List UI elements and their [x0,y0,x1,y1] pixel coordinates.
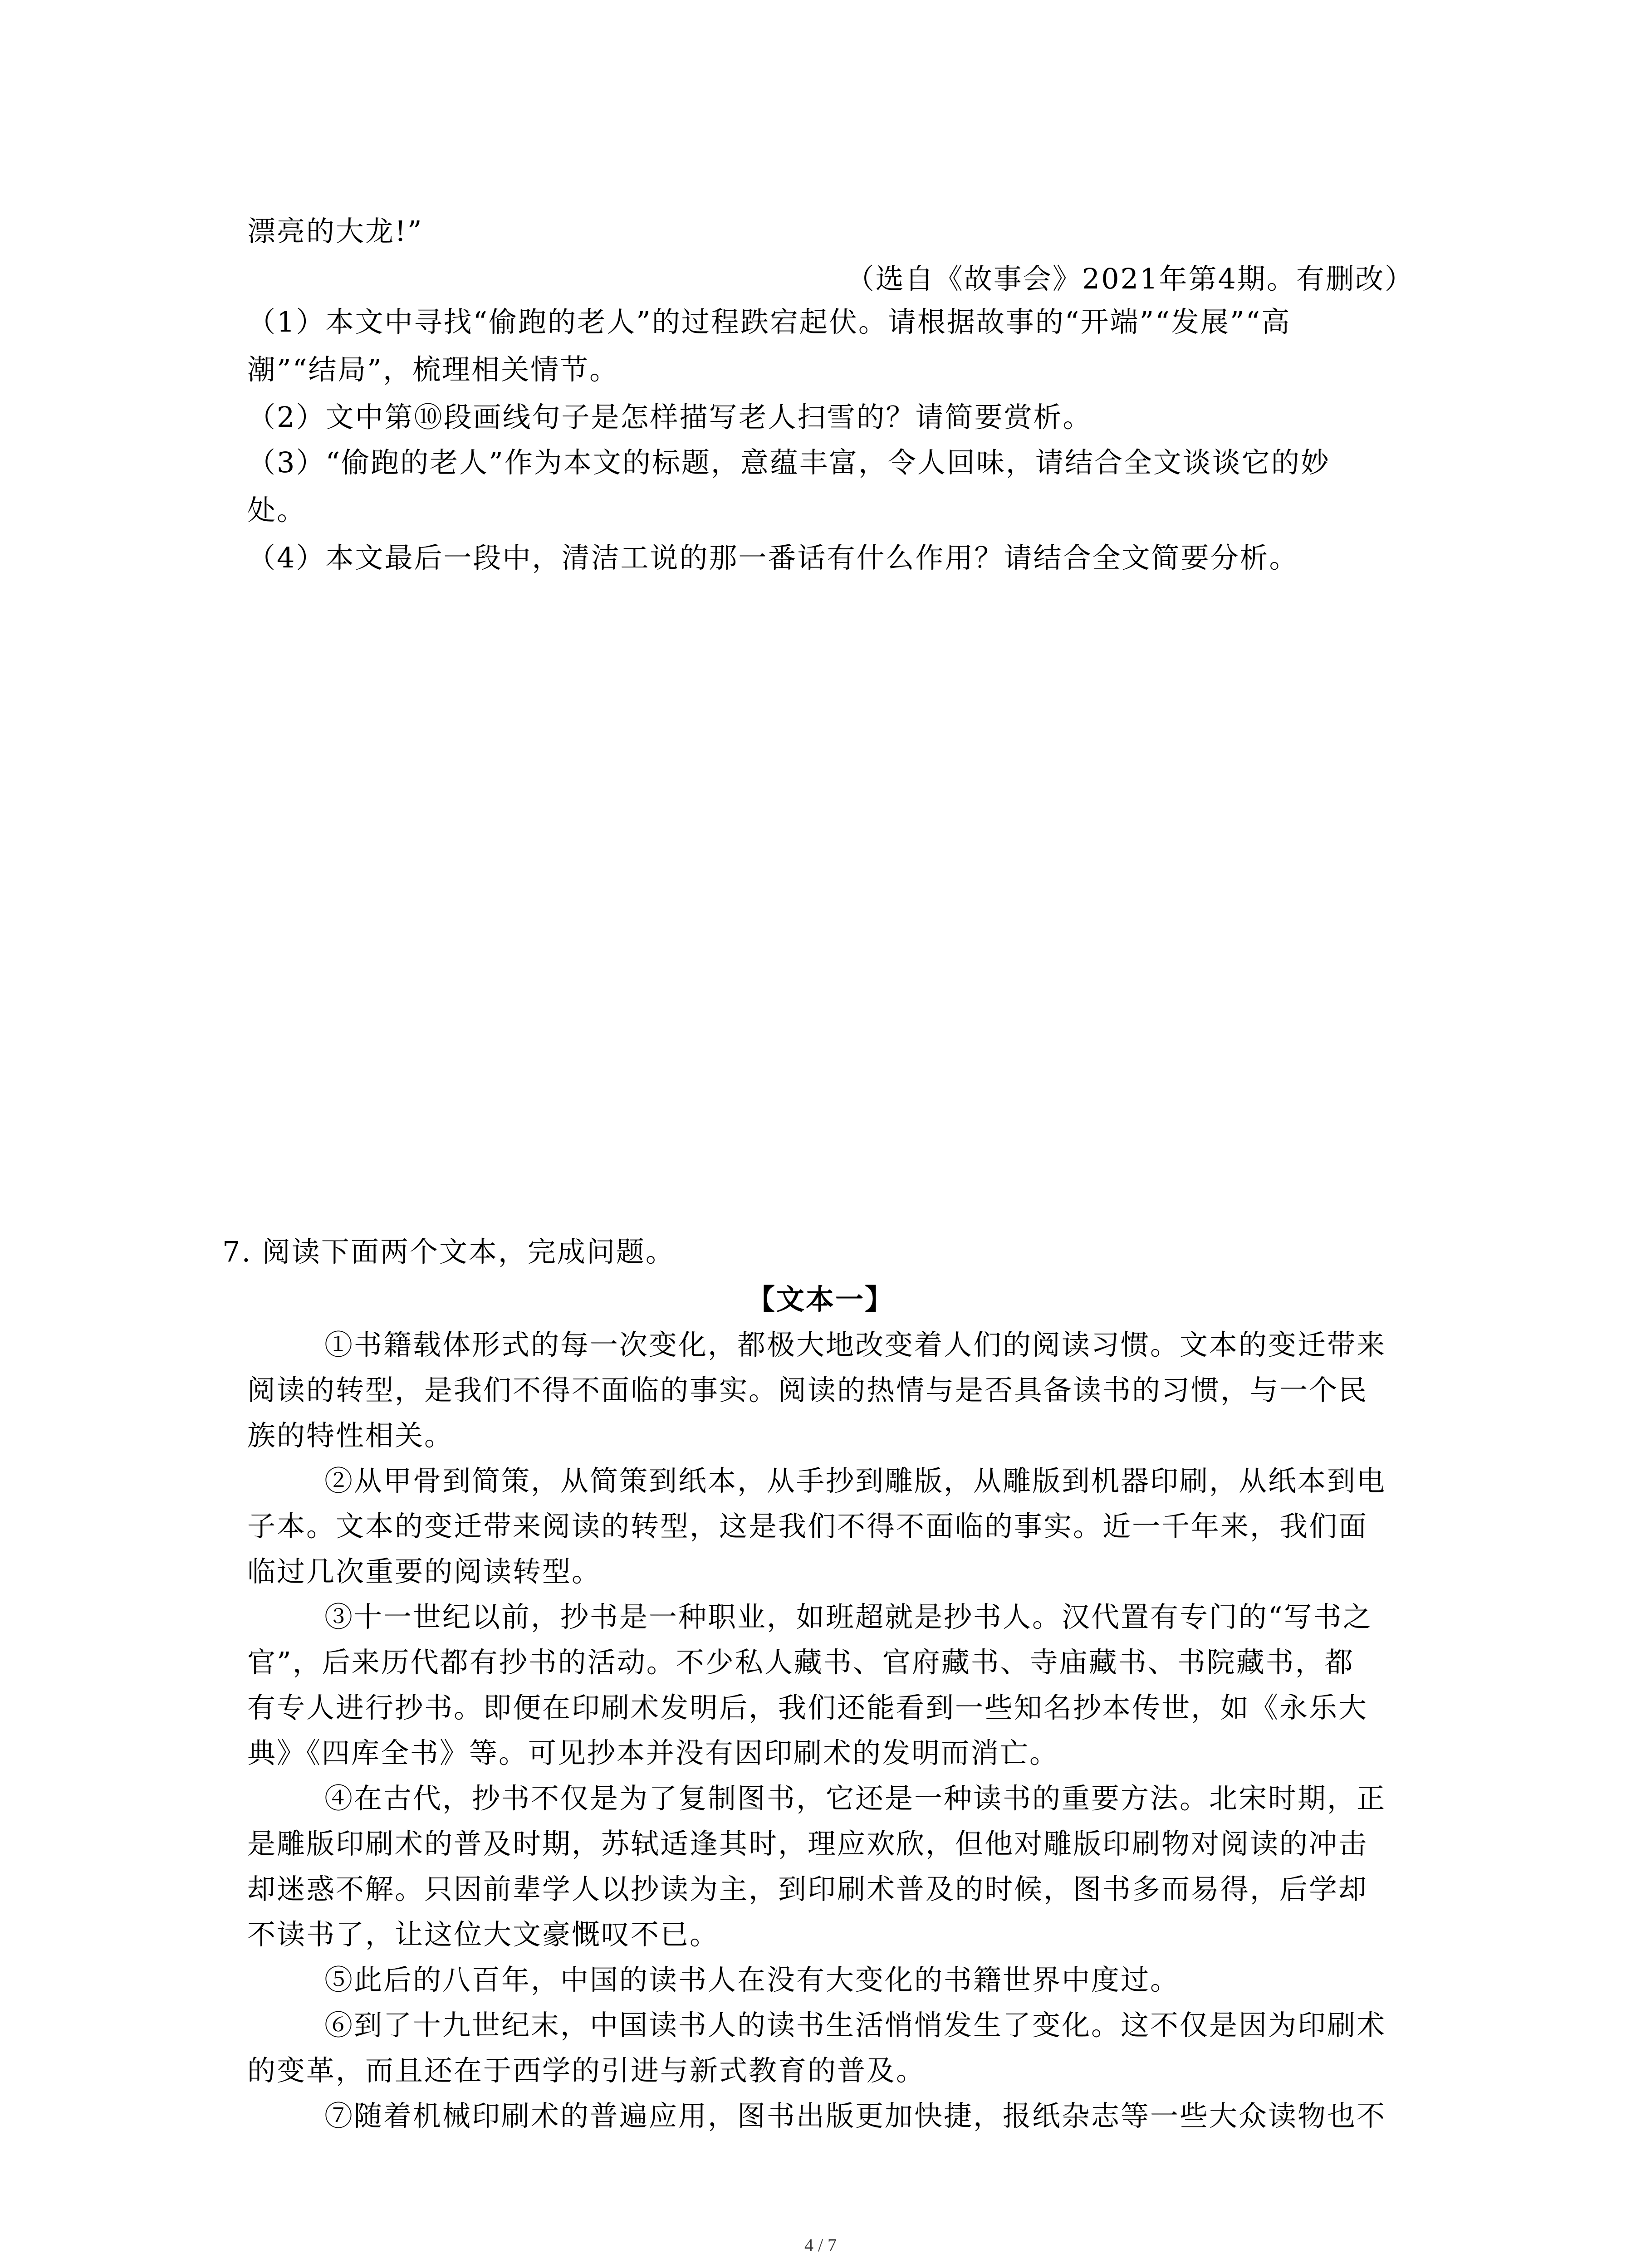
paragraph-4-line-4: 不读书了，让这位大文豪慨叹不已。 [247,1918,720,1951]
page-number: 4 / 7 [804,2235,837,2255]
question-7-title: 7. 阅读下面两个文本，完成问题。 [222,1235,675,1268]
paragraph-3-line-1: ③十一世纪以前，抄书是一种职业，如班超就是抄书人。汉代置有专门的“写书之 [324,1600,1372,1633]
source-citation: （选自《故事会》2021年第4期。有删改） [846,262,1414,295]
paragraph-3-line-3: 有专人进行抄书。即便在印刷术发明后，我们还能看到一些知名抄本传世，如《永乐大 [247,1691,1368,1724]
paragraph-2-line-2: 子本。文本的变迁带来阅读的转型，这是我们不得不面临的事实。近一千年来，我们面 [247,1510,1368,1543]
paragraph-1-line-2: 阅读的转型，是我们不得不面临的事实。阅读的热情与是否具备读书的习惯，与一个民 [247,1374,1368,1407]
paragraph-7-line-1: ⑦随着机械印刷术的普遍应用，图书出版更加快捷，报纸杂志等一些大众读物也不 [324,2099,1386,2132]
paragraph-6-line-1: ⑥到了十九世纪末，中国读书人的读书生活悄悄发生了变化。这不仅是因为印刷术 [324,2009,1386,2042]
text-one-heading: 【文本一】 [746,1283,894,1316]
paragraph-1-line-3: 族的特性相关。 [247,1419,454,1452]
paragraph-4-line-2: 是雕版印刷术的普及时期，苏轼适逢其时，理应欢欣，但他对雕版印刷物对阅读的冲击 [247,1827,1368,1860]
paragraph-4-line-1: ④在古代，抄书不仅是为了复制图书，它还是一种读书的重要方法。北宋时期，正 [324,1782,1386,1815]
question-3-line-2: 处。 [247,494,307,527]
paragraph-5-line-1: ⑤此后的八百年，中国的读书人在没有大变化的书籍世界中度过。 [324,1963,1180,1996]
passage-closing-line: 漂亮的大龙!” [247,215,423,248]
paragraph-2-line-1: ②从甲骨到简策，从简策到纸本，从手抄到雕版，从雕版到机器印刷，从纸本到电 [324,1464,1386,1497]
paragraph-3-line-4: 典》《四库全书》等。可见抄本并没有因印刷术的发明而消亡。 [247,1736,1059,1769]
paragraph-3-line-2: 官”，后来历代都有抄书的活动。不少私人藏书、官府藏书、寺庙藏书、书院藏书，都 [247,1646,1354,1679]
paragraph-2-line-3: 临过几次重要的阅读转型。 [247,1555,602,1588]
paragraph-4-line-3: 却迷惑不解。只因前辈学人以抄读为主，到印刷术普及的时候，图书多而易得，后学却 [247,1872,1368,1906]
paragraph-6-line-2: 的变革，而且还在于西学的引进与新式教育的普及。 [247,2054,926,2087]
question-1-line-2: 潮”“结局”，梳理相关情节。 [247,353,619,386]
question-2: （2）文中第⑩段画线句子是怎样描写老人扫雪的？请简要赏析。 [247,401,1092,434]
paragraph-1-line-1: ①书籍载体形式的每一次变化，都极大地改变着人们的阅读习惯。文本的变迁带来 [324,1328,1386,1361]
question-3-line-1: （3）“偷跑的老人”作为本文的标题，意蕴丰富，令人回味，请结合全文谈谈它的妙 [247,446,1330,479]
question-4: （4）本文最后一段中，清洁工说的那一番话有什么作用？请结合全文简要分析。 [247,541,1299,574]
question-1-line-1: （1）本文中寻找“偷跑的老人”的过程跌宕起伏。请根据故事的“开端”“发展”“高 [247,305,1291,338]
